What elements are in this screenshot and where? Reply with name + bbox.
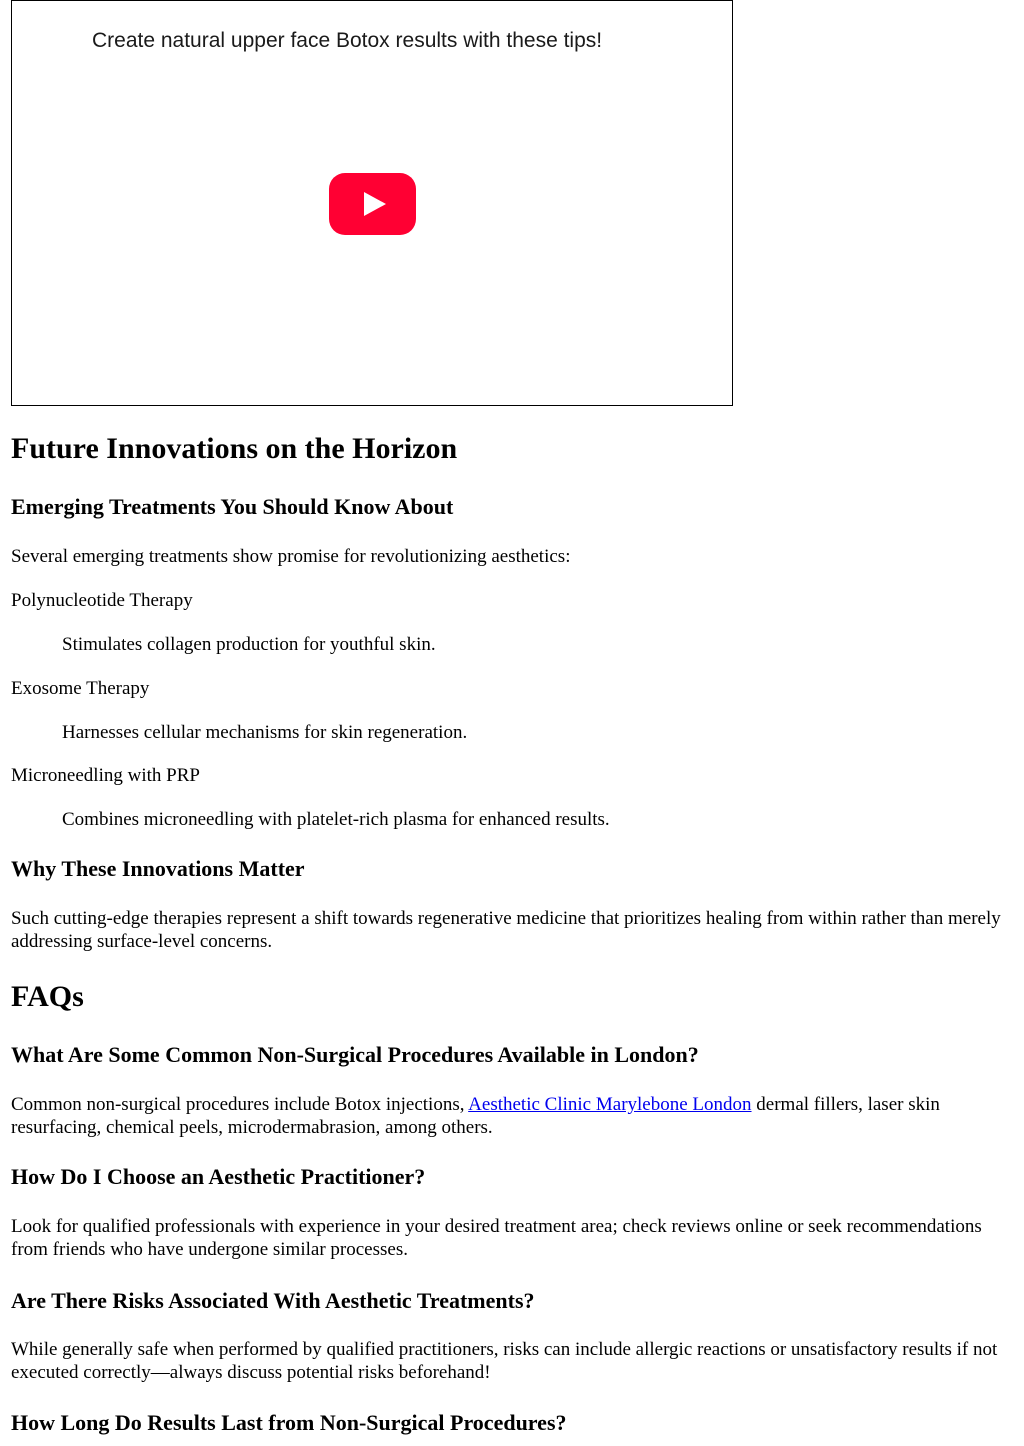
- faq-answer: [11, 1093, 1001, 1139]
- video-title[interactable]: Create natural upper face Botox results with these tips!: [92, 29, 603, 52]
- emerging-intro: Several emerging treatments show promise for revolutionizing aesthetics:: [11, 546, 571, 567]
- definition-term: Microneedling with PRP: [11, 765, 200, 786]
- definition-term: Polynucleotide Therapy: [11, 590, 193, 611]
- definition-term: Exosome Therapy: [11, 678, 150, 699]
- play-icon: [329, 173, 416, 235]
- faq-answer-text: Common non-surgical procedures include Botox injections,: [11, 1094, 469, 1115]
- video-embed[interactable]: [11, 0, 733, 406]
- play-button[interactable]: [329, 173, 416, 235]
- faq-answer: While generally safe when performed by qualified practitioners, risks can include allergic reactions or unsatisfactory results if not executed correctly—always discuss potential risks beforehand!: [11, 1339, 998, 1383]
- faq-question: Are There Risks Associated With Aesthetic Treatments?: [11, 1288, 535, 1313]
- section-heading-faqs: FAQs: [11, 980, 84, 1013]
- clinic-link[interactable]: Aesthetic Clinic Marylebone London: [468, 1094, 752, 1115]
- subheading-emerging: Emerging Treatments You Should Know About: [11, 494, 454, 519]
- subheading-why: Why These Innovations Matter: [11, 856, 305, 881]
- faq-question: How Long Do Results Last from Non-Surgical Procedures?: [11, 1410, 567, 1435]
- definition-description: Combines microneedling with platelet-rich plasma for enhanced results.: [62, 809, 610, 830]
- faq-answer: Look for qualified professionals with experience in your desired treatment area; check reviews online or seek recommendations from friends who have undergone similar processes.: [11, 1216, 982, 1260]
- section-heading-innovations: Future Innovations on the Horizon: [11, 432, 458, 465]
- definition-description: Stimulates collagen production for youthful skin.: [62, 634, 436, 655]
- faq-question: What Are Some Common Non-Surgical Procedures Available in London?: [11, 1042, 699, 1067]
- faq-answer-text: dermal fillers, laser skin resurfacing, chemical peels, microdermabrasion, among others.: [11, 1094, 940, 1138]
- why-paragraph: Such cutting-edge therapies represent a shift towards regenerative medicine that prioritizes healing from within rather than merely addressing surface-level concerns.: [11, 908, 1001, 952]
- faq-question: How Do I Choose an Aesthetic Practitioner?: [11, 1164, 426, 1189]
- article: [11, 0, 1001, 1435]
- definition-description: Harnesses cellular mechanisms for skin regeneration.: [62, 722, 468, 743]
